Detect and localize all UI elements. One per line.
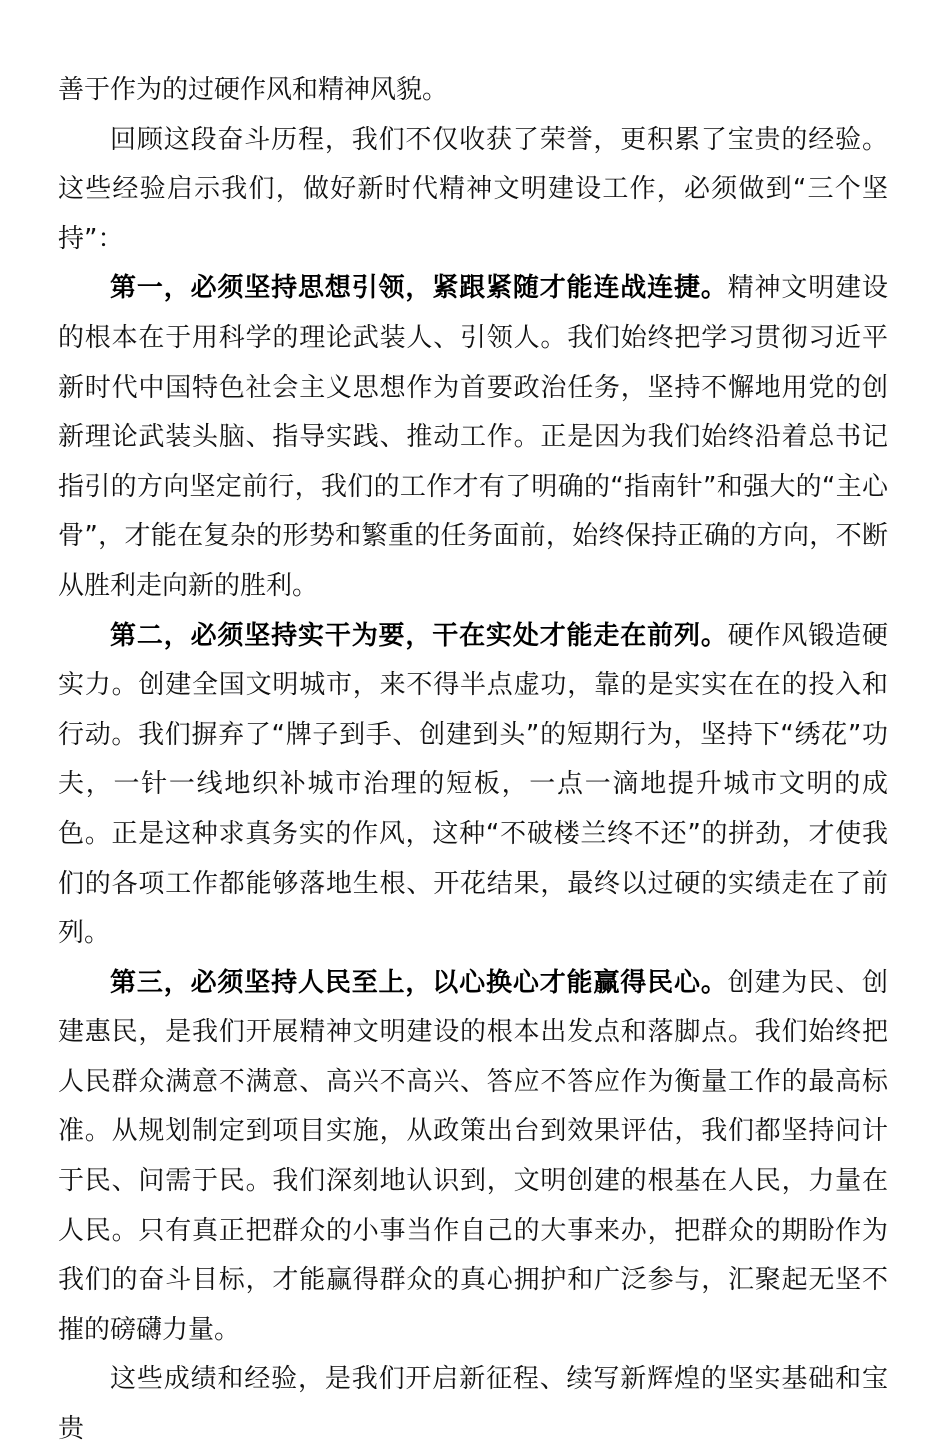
paragraph-second-principle (58, 612, 888, 959)
paragraph-text: 创建为民、创建惠民，是我们开展精神文明建设的根本出发点和落脚点。我们始终把人民群众满意不满意、高兴不高兴、答应不答应作为衡量工作的最高标准。从规划制定到项目实施，从政策出台到效果评估，我们都坚持问计于民、问需于民。我们深刻地认识到，文明创建的根基在人民，力量在人民。只有真正把群众的小事当作自己的大事来办，把群众的期盼作为我们的奋斗目标，才能赢得群众的真心拥护和广泛参与，汇聚起无坚不摧的磅礴力量。 (58, 967, 888, 1345)
paragraph-continuation (58, 66, 888, 116)
paragraph-text: 精神文明建设的根本在于用科学的理论武装人、引领人。我们始终把学习贯彻习近平新时代中国特色社会主义思想作为首要政治任务，坚持不懈地用党的创新理论武装头脑、指导实践、推动工作。正是因为我们始终沿着总书记指引的方向坚定前行，我们的工作才有了明确的“指南针”和强大的“主心骨”，才能在复杂的形势和繁重的任务面前，始终保持正确的方向，不断从胜利走向新的胜利。 (58, 273, 888, 601)
paragraph-lead: 第二，必须坚持实干为要，干在实处才能走在前列。 (110, 620, 728, 651)
paragraph-text: 善于作为的过硬作风和精神风貌。 (58, 75, 449, 105)
paragraph-first-principle (58, 264, 888, 611)
paragraph-third-principle (58, 959, 888, 1356)
paragraph-text: 这些成绩和经验，是我们开启新征程、续写新辉煌的坚实基础和宝贵 (58, 1364, 888, 1445)
paragraph-text: 回顾这段奋斗历程，我们不仅收获了荣誉，更积累了宝贵的经验。这些经验启示我们，做好新时代精神文明建设工作，必须做到“三个坚持”： (58, 124, 888, 254)
paragraph-text: 硬作风锻造硬实力。创建全国文明城市，来不得半点虚功，靠的是实实在在的投入和行动。我们摒弃了“牌子到手、创建到头”的短期行为，坚持下“绣花”功夫，一针一线地织补城市治理的短板，一点一滴地提升城市文明的成色。正是这种求真务实的作风，这种“不破楼兰终不还”的拼劲，才使我们的各项工作都能够落地生根、开花结果，最终以过硬的实绩走在了前列。 (58, 620, 888, 949)
paragraph-lead: 第三，必须坚持人民至上，以心换心才能赢得民心。 (110, 967, 728, 998)
paragraph-review (58, 116, 888, 265)
paragraph-lead: 第一，必须坚持思想引领，紧跟紧随才能连战连捷。 (110, 273, 728, 304)
paragraph-closing (58, 1355, 888, 1454)
document-page (58, 66, 888, 1455)
